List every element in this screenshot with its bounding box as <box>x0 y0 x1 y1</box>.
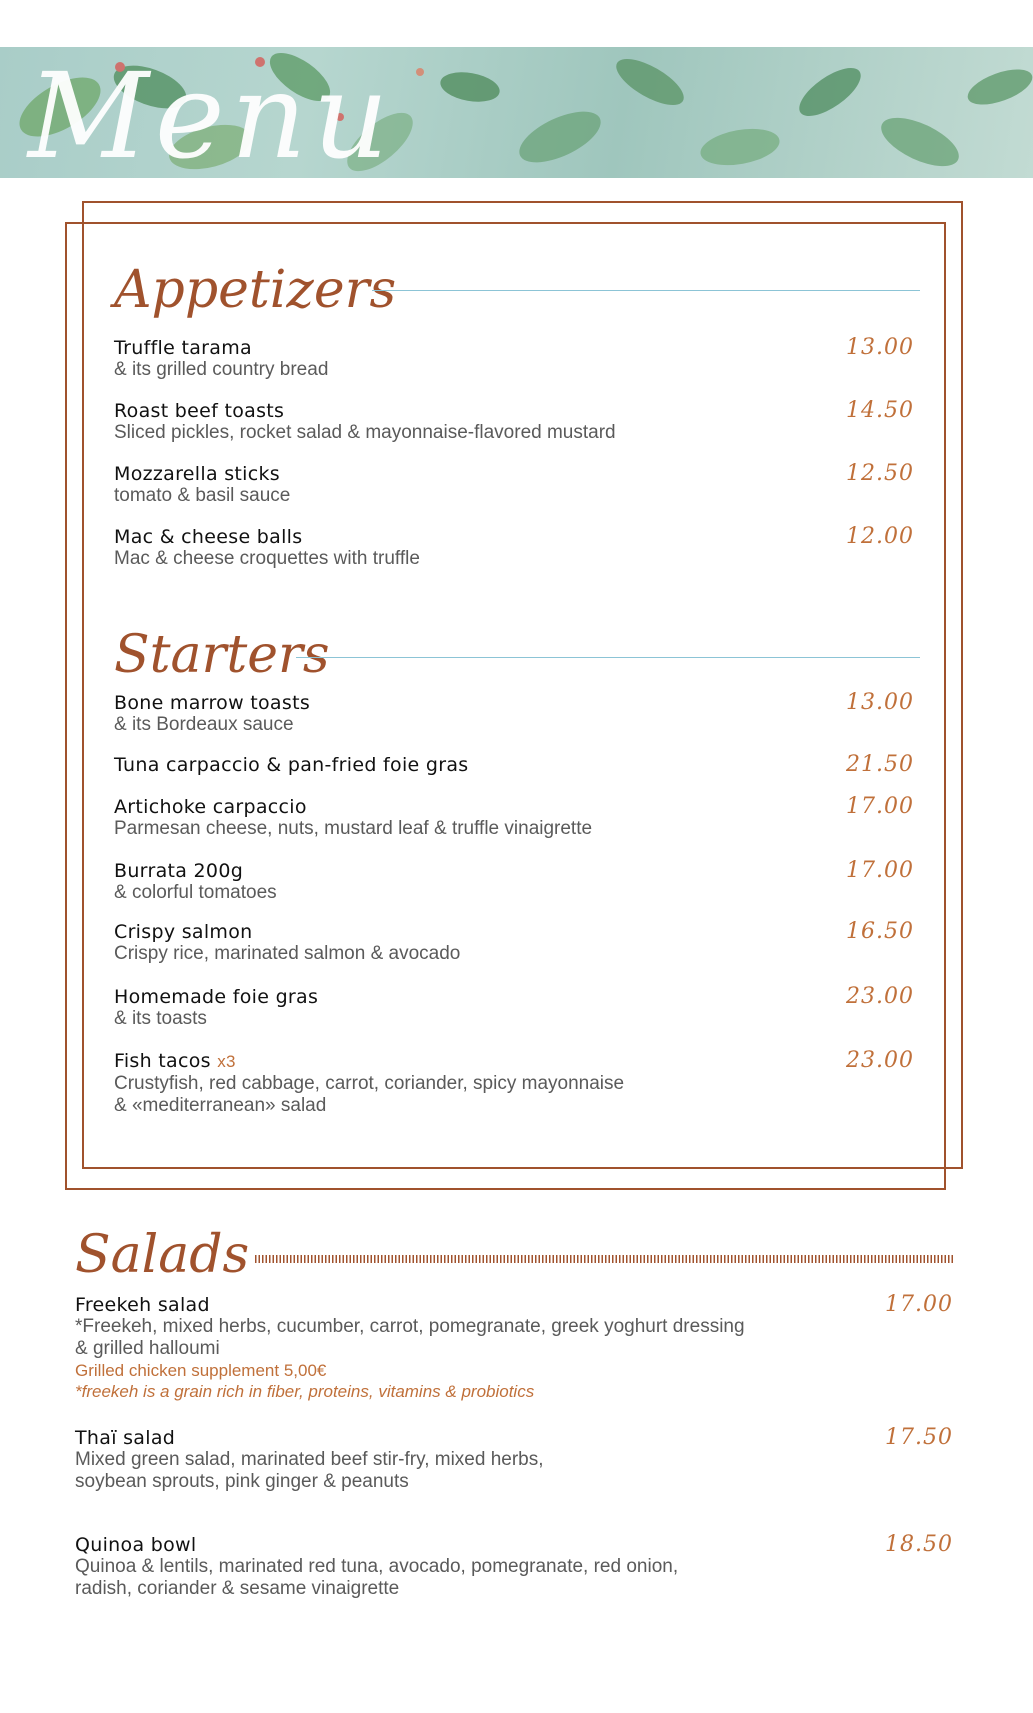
menu-item <box>114 526 914 570</box>
item-price: 23.00 <box>846 1048 914 1073</box>
item-price: 12.00 <box>846 524 914 549</box>
item-description: & its grilled country bread <box>114 359 329 380</box>
item-name: Tuna carpaccio & pan-fried foie gras <box>114 754 469 776</box>
item-description-line2: & «mediterranean» salad <box>114 1095 327 1116</box>
menu-item <box>114 400 914 444</box>
item-price: 23.00 <box>846 984 914 1009</box>
menu-item <box>114 692 914 736</box>
item-description: Sliced pickles, rocket salad & mayonnaise-flavored mustard <box>114 422 616 443</box>
menu-item <box>114 860 914 904</box>
section-title: Salads <box>75 1225 250 1285</box>
item-name: Mac & cheese balls <box>114 526 303 548</box>
item-description: & colorful tomatoes <box>114 882 277 903</box>
item-description: Parmesan cheese, nuts, mustard leaf & truffle vinaigrette <box>114 818 593 839</box>
item-description-line2: soybean sprouts, pink ginger & peanuts <box>75 1471 409 1492</box>
item-name: Burrata 200g <box>114 860 244 882</box>
item-name: Mozzarella sticks <box>114 463 281 485</box>
item-price: 18.50 <box>885 1532 953 1557</box>
menu-item <box>114 754 914 776</box>
item-description: Crispy rice, marinated salmon & avocado <box>114 943 461 964</box>
item-name <box>114 1050 914 1073</box>
menu-item <box>114 796 914 840</box>
item-name: Quinoa bowl <box>75 1534 197 1556</box>
item-name: Truffle tarama <box>114 337 252 359</box>
menu-item <box>75 1427 953 1493</box>
item-description-line2: radish, coriander & sesame vinaigrette <box>75 1578 400 1599</box>
menu-item <box>114 921 914 965</box>
item-description: *Freekeh, mixed herbs, cucumber, carrot, pomegranate, greek yoghurt dressing <box>75 1316 745 1337</box>
item-price: 17.50 <box>885 1425 953 1450</box>
item-name-text: Fish tacos <box>114 1050 211 1072</box>
section-divider <box>372 290 920 291</box>
menu-banner <box>0 47 1033 178</box>
item-description: Crustyfish, red cabbage, carrot, coriander, spicy mayonnaise <box>114 1073 625 1094</box>
item-name: Roast beef toasts <box>114 400 285 422</box>
item-description: Mac & cheese croquettes with truffle <box>114 548 420 569</box>
section-title: Appetizers <box>114 260 397 320</box>
item-price: 17.00 <box>846 858 914 883</box>
salads-section <box>75 1220 953 1620</box>
item-price: 13.00 <box>846 690 914 715</box>
item-name: Thaï salad <box>75 1427 176 1449</box>
item-name: Artichoke carpaccio <box>114 796 307 818</box>
menu-item <box>75 1534 953 1600</box>
section-heading <box>114 620 914 690</box>
item-description: & its Bordeaux sauce <box>114 714 294 735</box>
starters-section <box>114 620 914 1120</box>
item-description-line2: & grilled halloumi <box>75 1338 220 1359</box>
item-price: 17.00 <box>846 794 914 819</box>
item-price: 14.50 <box>846 398 914 423</box>
item-price: 12.50 <box>846 461 914 486</box>
menu-item <box>75 1294 953 1402</box>
item-quantity: x3 <box>217 1052 236 1071</box>
item-footnote: *freekeh is a grain rich in fiber, proteins, vitamins & probiotics <box>75 1382 535 1401</box>
menu-item <box>114 986 914 1030</box>
item-supplement: Grilled chicken supplement 5,00€ <box>75 1361 327 1380</box>
section-heading <box>114 255 914 325</box>
item-description: & its toasts <box>114 1008 207 1029</box>
section-title: Starters <box>114 625 330 685</box>
item-price: 17.00 <box>885 1292 953 1317</box>
item-description: Quinoa & lentils, marinated red tuna, avocado, pomegranate, red onion, <box>75 1556 679 1577</box>
item-name: Bone marrow toasts <box>114 692 311 714</box>
item-description: Mixed green salad, marinated beef stir-fry, mixed herbs, <box>75 1449 544 1470</box>
section-heading <box>75 1220 953 1290</box>
item-description: tomato & basil sauce <box>114 485 291 506</box>
appetizers-section <box>114 255 914 585</box>
item-name: Homemade foie gras <box>114 986 319 1008</box>
banner-title: Menu <box>28 47 395 178</box>
menu-item <box>114 1050 914 1117</box>
section-divider <box>255 1255 953 1263</box>
menu-item <box>114 337 914 381</box>
item-price: 21.50 <box>846 752 914 777</box>
item-name: Crispy salmon <box>114 921 253 943</box>
section-divider <box>296 657 920 658</box>
item-price: 16.50 <box>846 919 914 944</box>
item-name: Freekeh salad <box>75 1294 210 1316</box>
item-price: 13.00 <box>846 335 914 360</box>
menu-item <box>114 463 914 507</box>
